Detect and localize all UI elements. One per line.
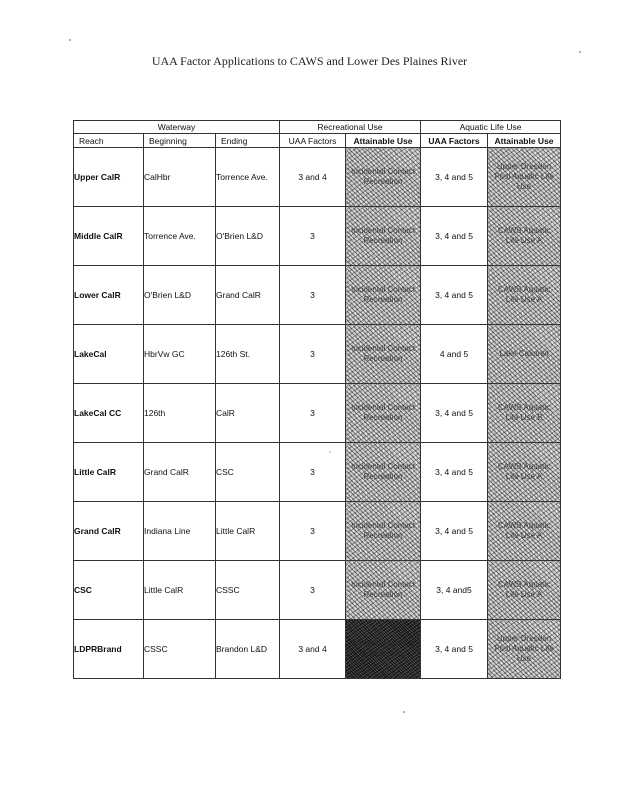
cell-reach: CSC [74,561,144,620]
cell-aq-factors: 3, 4 and5 [421,561,488,620]
cell-reach: Upper CalR [74,148,144,207]
cell-ending: CSC [216,443,280,502]
cell-rec-factors: 3 [280,561,346,620]
cell-aq-use [488,207,561,266]
cell-rec-use [346,325,421,384]
cell-beginning: HbrVw GC [144,325,216,384]
cell-reach: LDPRBrand [74,620,144,679]
rec-use-text: Incidental Contact Recreation [350,344,416,363]
table-row [74,384,561,443]
table-row [74,266,561,325]
cell-beginning: Grand CalR [144,443,216,502]
cell-beginning: O'Brien L&D [144,266,216,325]
cell-ending: CSSC [216,561,280,620]
cell-rec-use [346,443,421,502]
rec-use-text: Incidental Contact Recreation [350,285,416,304]
cell-beginning: CSSC [144,620,216,679]
cell-beginning: Torrence Ave. [144,207,216,266]
aq-use-text: CAWS Aquatic Life Use B [497,403,551,422]
cell-aq-factors: 3, 4 and 5 [421,620,488,679]
cell-ending: 126th St. [216,325,280,384]
cell-aq-factors: 3, 4 and 5 [421,266,488,325]
header-rec-attainable-use: Attainable Use [346,134,421,148]
rec-use-text: Incidental Contact Recreation [350,167,416,186]
column-header-row [74,134,561,148]
table-row [74,561,561,620]
cell-rec-factors: 3 [280,325,346,384]
cell-rec-factors: 3 [280,502,346,561]
cell-beginning: Indiana Line [144,502,216,561]
cell-rec-factors: 3 [280,266,346,325]
header-ending: Ending [216,134,280,148]
cell-aq-factors: 3, 4 and 5 [421,443,488,502]
cell-aq-use [488,561,561,620]
cell-reach: Grand CalR [74,502,144,561]
cell-aq-use [488,148,561,207]
rec-use-text: Incidental Contact Recreation [350,462,416,481]
cell-rec-use [346,561,421,620]
header-beginning: Beginning [144,134,216,148]
uaa-factor-table [73,120,561,679]
cell-aq-use [488,502,561,561]
group-aquatic-life-use: Aquatic Life Use [421,121,561,134]
cell-rec-factors: 3 [280,207,346,266]
aq-use-text: CAWS Aquatic Life Use A [497,462,551,481]
cell-rec-factors: 3 and 4 [280,620,346,679]
cell-ending: Grand CalR [216,266,280,325]
cell-aq-use [488,620,561,679]
group-recreational-use: Recreational Use [280,121,421,134]
cell-reach: LakeCal [74,325,144,384]
cell-beginning: CalHbr [144,148,216,207]
aq-use-text: CAWS Aquatic Life Use A [497,285,551,304]
aq-use-text: Lake Calumet [499,349,549,358]
cell-rec-factors: 3 and 4 [280,148,346,207]
cell-ending: Brandon L&D [216,620,280,679]
cell-rec-use [346,502,421,561]
table-row [74,502,561,561]
cell-aq-use [488,443,561,502]
rec-use-text: Incidental Contact Recreation [350,580,416,599]
cell-ending: Torrence Ave. [216,148,280,207]
cell-ending: Little CalR [216,502,280,561]
cell-ending: CalR [216,384,280,443]
cell-rec-use [346,148,421,207]
header-reach: Reach [74,134,144,148]
group-header-row [74,121,561,134]
table-row [74,620,561,679]
cell-aq-factors: 4 and 5 [421,325,488,384]
cell-rec-use [346,207,421,266]
cell-reach: Middle CalR [74,207,144,266]
aq-use-text: CAWS Aquatic Life Use A [497,521,551,540]
rec-use-text: Incidental Contact Recreation [350,403,416,422]
rec-use-text: Incidental Contact Recreation [350,226,416,245]
header-aq-attainable-use: Attainable Use [488,134,561,148]
cell-beginning: Little CalR [144,561,216,620]
table-row [74,207,561,266]
group-waterway: Waterway [74,121,280,134]
cell-reach: LakeCal CC [74,384,144,443]
cell-aq-use [488,384,561,443]
cell-aq-use [488,266,561,325]
cell-aq-use [488,325,561,384]
cell-beginning: 126th [144,384,216,443]
table-row [74,325,561,384]
cell-rec-use [346,266,421,325]
cell-reach: Little CalR [74,443,144,502]
rec-use-text: Incidental Contact Recreation [350,521,416,540]
cell-aq-factors: 3, 4 and 5 [421,384,488,443]
cell-ending: O'Brien L&D [216,207,280,266]
cell-aq-factors: 3, 4 and 5 [421,207,488,266]
table-row [74,148,561,207]
cell-rec-use [346,384,421,443]
cell-aq-factors: 3, 4 and 5 [421,502,488,561]
cell-rec-factors: 3 [280,384,346,443]
cell-rec-use [346,620,421,679]
cell-aq-factors: 3, 4 and 5 [421,148,488,207]
cell-reach: Lower CalR [74,266,144,325]
rec-use-text: Incidental Contact Recreation [350,639,416,658]
aq-use-text: Upper Dresden Pool Aquatic Life Use [494,634,554,663]
aq-use-text: Upper Dresden Pool Aquatic Life Use [494,162,554,191]
header-aq-uaa-factors: UAA Factors [421,134,488,148]
aq-use-text: CAWS Aquatic Life Use A [497,226,551,245]
document-title: UAA Factor Applications to CAWS and Lower Des Plaines River [151,54,468,68]
aq-use-text: CAWS Aquatic Life Use A [497,580,551,599]
table-row [74,443,561,502]
header-rec-uaa-factors: UAA Factors [280,134,346,148]
cell-rec-factors: 3 [280,443,346,502]
